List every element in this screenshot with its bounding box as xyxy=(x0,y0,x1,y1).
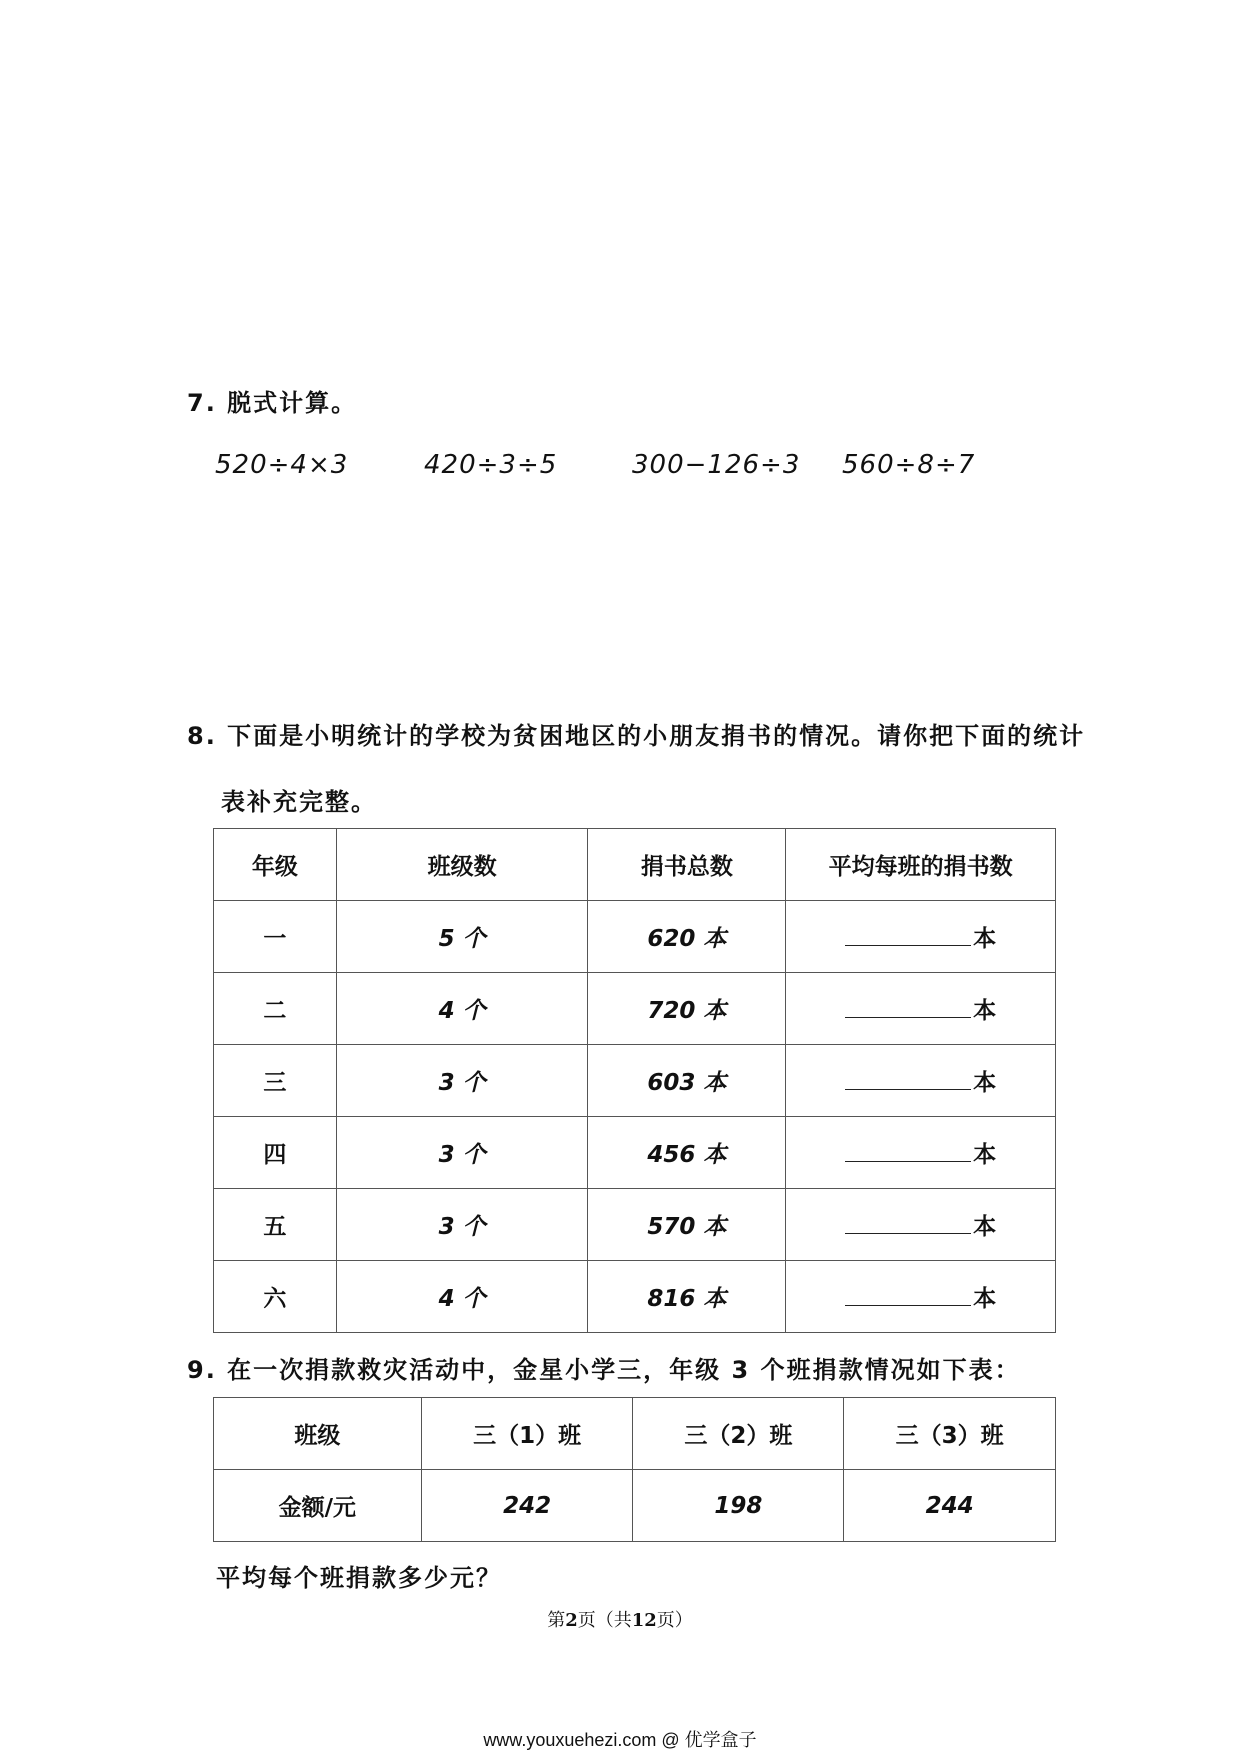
q8-table xyxy=(213,828,1056,1333)
table-row xyxy=(214,1045,1056,1117)
q7-expression-2: 420÷3÷5 xyxy=(424,450,558,480)
grade-cell: 五 xyxy=(214,1189,337,1261)
total-cell: 456 本 xyxy=(588,1117,786,1189)
classes-cell: 3 个 xyxy=(336,1045,588,1117)
q9-table xyxy=(213,1397,1056,1542)
q9-amount-3: 244 xyxy=(844,1470,1056,1542)
unit-label: 本 xyxy=(973,926,997,952)
total-cell: 570 本 xyxy=(588,1189,786,1261)
q7-expression-1: 520÷4×3 xyxy=(215,450,349,480)
classes-cell: 3 个 xyxy=(336,1189,588,1261)
q8-header-classes: 班级数 xyxy=(336,829,588,901)
q9-class-2: 三（2）班 xyxy=(633,1398,844,1470)
table-row xyxy=(214,1261,1056,1333)
classes-cell: 4 个 xyxy=(336,973,588,1045)
total-cell: 620 本 xyxy=(588,901,786,973)
table-row xyxy=(214,1117,1056,1189)
page-current: 2 xyxy=(565,1610,578,1631)
classes-cell: 5 个 xyxy=(336,901,588,973)
answer-blank[interactable] xyxy=(845,923,971,946)
q7-expression-4: 560÷8÷7 xyxy=(842,450,976,480)
grade-cell: 四 xyxy=(214,1117,337,1189)
q9-amount-label: 金额/元 xyxy=(214,1470,422,1542)
page-total: 12 xyxy=(631,1610,657,1631)
table-row xyxy=(214,901,1056,973)
unit-label: 本 xyxy=(973,1070,997,1096)
grade-cell: 二 xyxy=(214,973,337,1045)
grade-cell: 六 xyxy=(214,1261,337,1333)
answer-blank[interactable] xyxy=(845,1211,971,1234)
q7-expression-3: 300−126÷3 xyxy=(632,450,801,480)
average-cell xyxy=(786,1261,1056,1333)
average-cell xyxy=(786,1189,1056,1261)
q8-title-line2: 表补充完整。 xyxy=(221,788,377,816)
q8-header-grade: 年级 xyxy=(214,829,337,901)
q8-title-line1: 8. 下面是小明统计的学校为贫困地区的小朋友捐书的情况。请你把下面的统计 xyxy=(187,722,1086,750)
unit-label: 本 xyxy=(973,998,997,1024)
average-cell xyxy=(786,901,1056,973)
unit-label: 本 xyxy=(973,1214,997,1240)
table-row xyxy=(214,1189,1056,1261)
total-cell: 720 本 xyxy=(588,973,786,1045)
q9-title: 9. 在一次捐款救灾活动中，金星小学三，年级 3 个班捐款情况如下表： xyxy=(187,1356,1021,1384)
q7-title: 7. 脱式计算。 xyxy=(187,389,358,417)
unit-label: 本 xyxy=(973,1142,997,1168)
total-cell: 816 本 xyxy=(588,1261,786,1333)
average-cell xyxy=(786,973,1056,1045)
grade-cell: 一 xyxy=(214,901,337,973)
q9-amount-1: 242 xyxy=(421,1470,633,1542)
q9-amount-row xyxy=(214,1470,1056,1542)
average-cell xyxy=(786,1045,1056,1117)
page-middle: 页（共 xyxy=(577,1610,632,1631)
grade-cell: 三 xyxy=(214,1045,337,1117)
answer-blank[interactable] xyxy=(845,1139,971,1162)
q9-question: 平均每个班捐款多少元？ xyxy=(216,1564,502,1592)
q8-header-row xyxy=(214,829,1056,901)
footer-watermark: www.youxuehezi.com @ 优学盒子 xyxy=(483,1730,757,1750)
q9-class-label: 班级 xyxy=(214,1398,422,1470)
answer-blank[interactable] xyxy=(845,1067,971,1090)
page-prefix: 第 xyxy=(547,1610,566,1631)
classes-cell: 4 个 xyxy=(336,1261,588,1333)
q9-amount-2: 198 xyxy=(633,1470,844,1542)
q9-class-row xyxy=(214,1398,1056,1470)
q8-header-total: 捐书总数 xyxy=(588,829,786,901)
answer-blank[interactable] xyxy=(845,1283,971,1306)
page-number xyxy=(0,1606,1240,1632)
answer-blank[interactable] xyxy=(845,995,971,1018)
unit-label: 本 xyxy=(973,1286,997,1312)
page-suffix: 页） xyxy=(656,1610,693,1631)
average-cell xyxy=(786,1117,1056,1189)
q8-header-average: 平均每班的捐书数 xyxy=(786,829,1056,901)
classes-cell: 3 个 xyxy=(336,1117,588,1189)
q9-class-1: 三（1）班 xyxy=(421,1398,633,1470)
total-cell: 603 本 xyxy=(588,1045,786,1117)
q9-class-3: 三（3）班 xyxy=(844,1398,1056,1470)
table-row xyxy=(214,973,1056,1045)
